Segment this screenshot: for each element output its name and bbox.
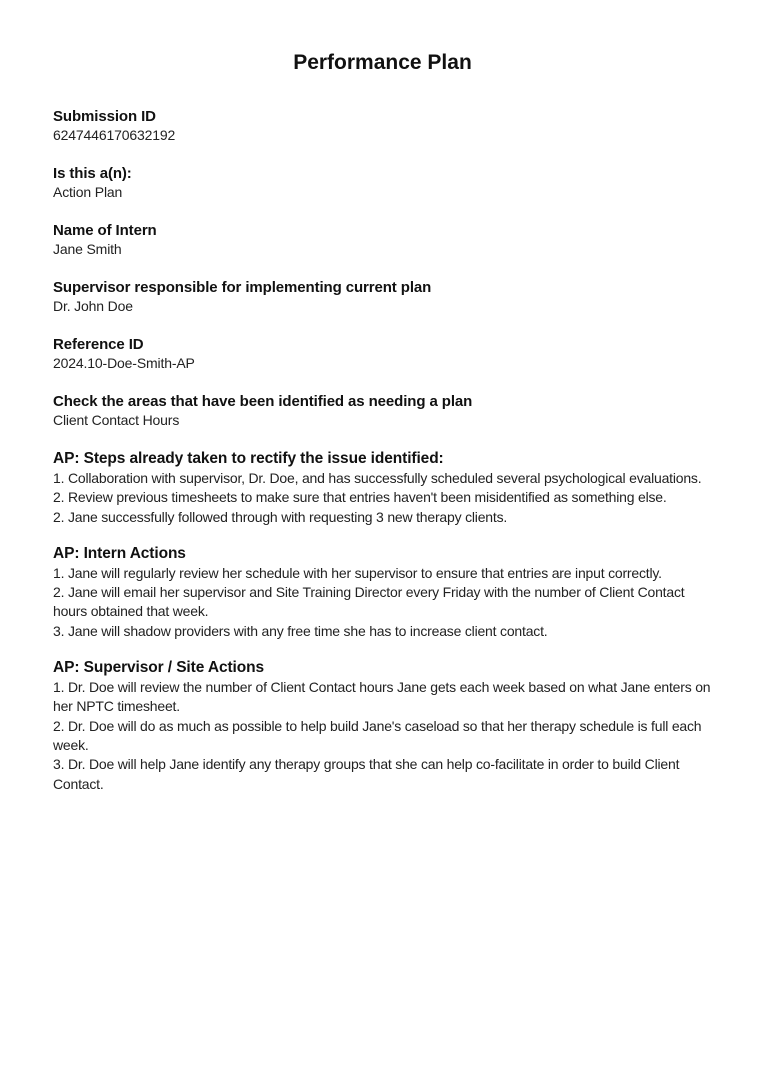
list-item: 1. Dr. Doe will review the number of Client Contact hours Jane gets each week based on what Jane enters on her NPTC timesheet. xyxy=(53,679,711,715)
field-label: Name of Intern xyxy=(53,222,157,239)
field-label: Check the areas that have been identified as needing a plan xyxy=(53,393,473,410)
section-heading: AP: Intern Actions xyxy=(53,544,186,562)
field-plan-type xyxy=(53,164,712,202)
field-value: 2024.10-Doe-Smith-AP xyxy=(53,355,195,371)
field-label: Is this a(n): xyxy=(53,165,132,182)
field-value: Dr. John Doe xyxy=(53,298,133,314)
page-title: Performance Plan xyxy=(293,51,472,74)
section-supervisor-site-actions xyxy=(53,658,712,794)
list-item: 2. Jane successfully followed through with requesting 3 new therapy clients. xyxy=(53,508,508,525)
list-item: 2. Dr. Doe will do as much as possible to help build Jane's caseload so that her therapy schedule is full each week. xyxy=(53,717,702,753)
field-reference-id xyxy=(53,335,712,373)
field-supervisor xyxy=(53,278,712,316)
section-heading: AP: Steps already taken to rectify the issue identified: xyxy=(53,450,444,467)
field-label: Reference ID xyxy=(53,336,144,353)
list-item: 1. Jane will regularly review her schedule with her supervisor to ensure that entries are input correctly. xyxy=(53,564,662,581)
section-heading: AP: Supervisor / Site Actions xyxy=(53,659,264,677)
field-label: Supervisor responsible for implementing current plan xyxy=(53,279,432,296)
field-value: Jane Smith xyxy=(53,241,122,257)
list-item: 3. Dr. Doe will help Jane identify any therapy groups that she can help co-facilitate in order to build Client Contact. xyxy=(53,756,680,792)
field-label: Submission ID xyxy=(53,108,156,125)
field-intern-name xyxy=(53,221,712,259)
list-item: 2. Review previous timesheets to make sure that entries haven't been misidentified as something else. xyxy=(53,489,667,506)
field-value: 6247446170632192 xyxy=(53,127,176,143)
list-item: 1. Collaboration with supervisor, Dr. Doe, and has successfully scheduled several psychological evaluations. xyxy=(53,470,702,486)
section-intern-actions xyxy=(53,544,712,641)
field-identified-areas xyxy=(53,392,712,430)
list-item: 2. Jane will email her supervisor and Site Training Director every Friday with the number of Client Contact hours obtained that week. xyxy=(53,584,685,620)
section-steps-taken xyxy=(53,449,712,527)
field-value: Action Plan xyxy=(53,184,123,200)
list-item: 3. Jane will shadow providers with any free time she has to increase client contact. xyxy=(53,622,548,639)
field-value: Client Contact Hours xyxy=(53,412,180,428)
field-submission-id xyxy=(53,107,712,145)
